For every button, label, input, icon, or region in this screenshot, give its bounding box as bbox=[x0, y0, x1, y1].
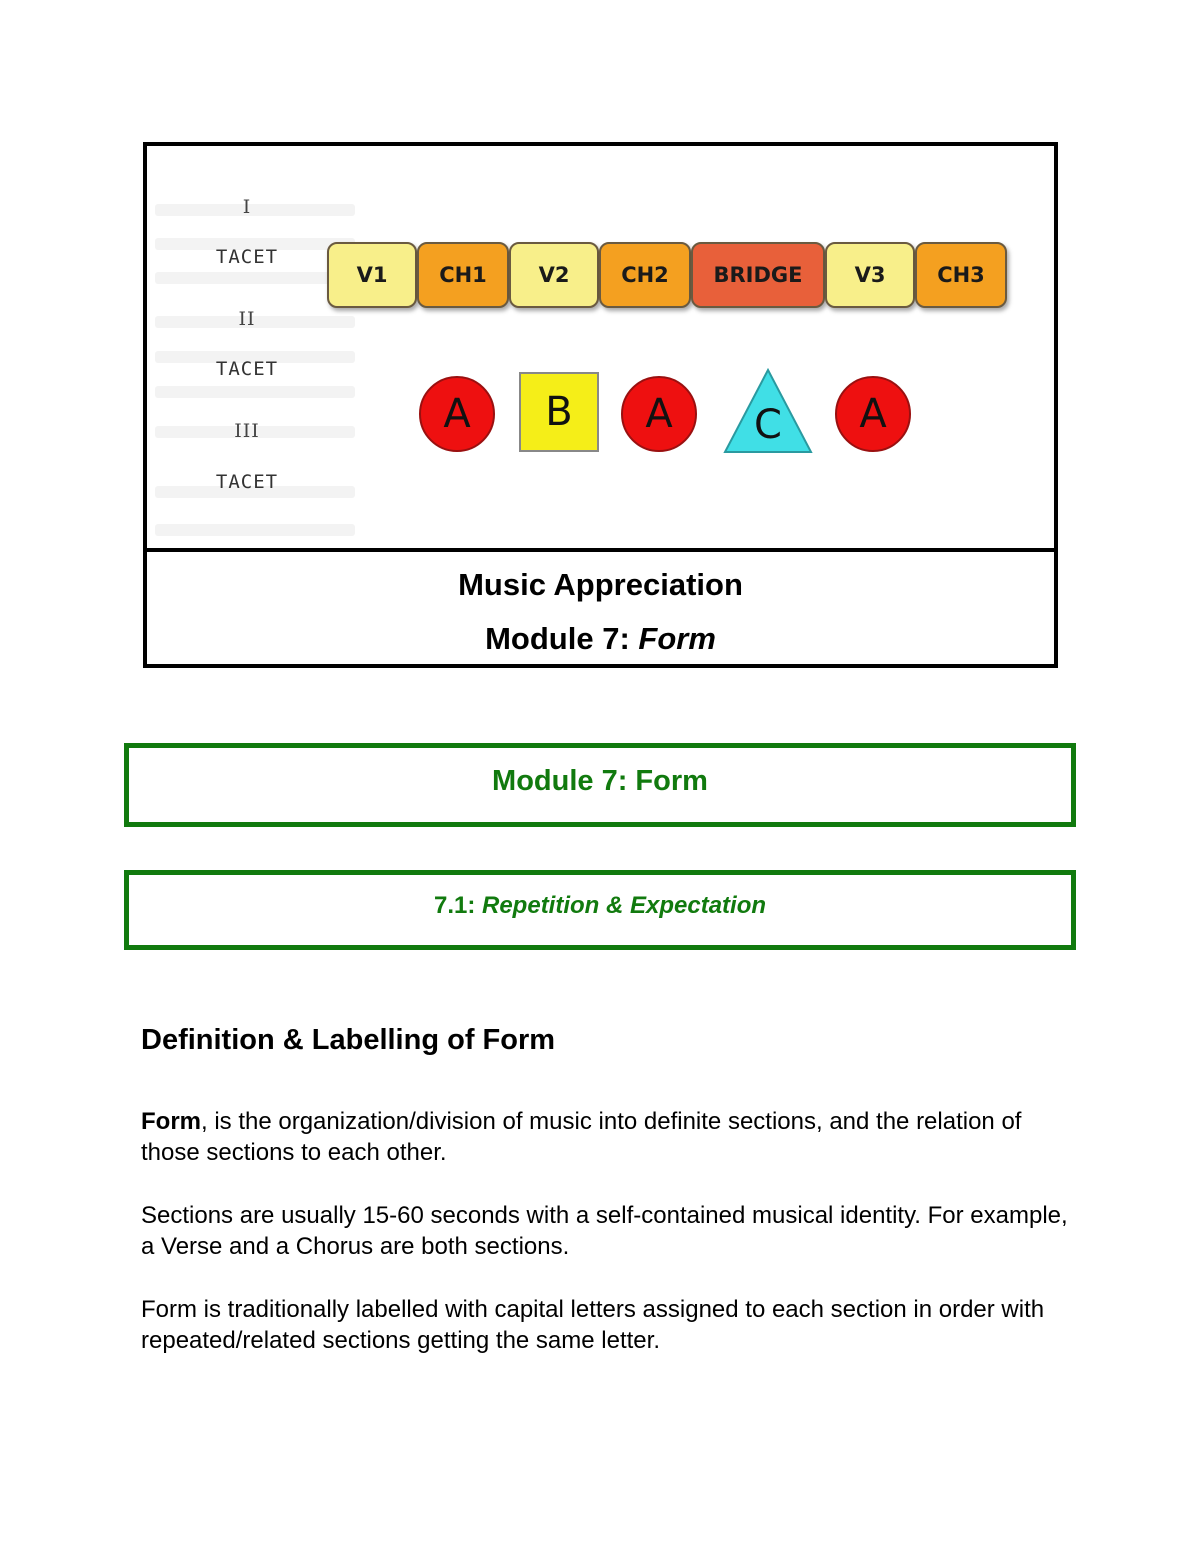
section-segment: CH2 bbox=[599, 242, 691, 308]
cover-caption bbox=[147, 548, 1054, 664]
score-tacet-label: TACET bbox=[215, 246, 279, 268]
section-number: 7.1: bbox=[433, 892, 476, 919]
section-segment: V1 bbox=[327, 242, 417, 308]
form-letter-circle: A bbox=[621, 376, 697, 452]
section-segment: CH3 bbox=[915, 242, 1007, 308]
score-tacet-label: TACET bbox=[215, 471, 279, 493]
module-heading: Module 7: Form bbox=[124, 743, 1076, 827]
cover-image bbox=[147, 146, 1054, 548]
cover-figure bbox=[143, 142, 1058, 668]
score-tacet-label: TACET bbox=[215, 358, 279, 380]
form-letter-circle: A bbox=[835, 376, 911, 452]
section-title: Repetition & Expectation bbox=[482, 892, 767, 919]
score-numeral: I bbox=[242, 196, 252, 218]
labelling-paragraph: Form is traditionally labelled with capital letters assigned to each section in order with repeated/related sections getting the same letter. bbox=[141, 1296, 1045, 1354]
body-content bbox=[141, 1020, 1071, 1388]
section-segment: BRIDGE bbox=[691, 242, 825, 308]
definition-paragraph: Form, is the organization/division of music into definite sections, and the relation of those sections to each other. bbox=[141, 1108, 1022, 1166]
form-letter-square: B bbox=[519, 372, 599, 452]
form-letter-circle: A bbox=[419, 376, 495, 452]
body-heading: Definition & Labelling of Form bbox=[141, 1024, 556, 1056]
score-numeral: II bbox=[238, 308, 256, 330]
score-numeral: III bbox=[234, 420, 260, 442]
section-segment: V2 bbox=[509, 242, 599, 308]
cover-title: Music Appreciation bbox=[458, 567, 743, 602]
section-heading bbox=[124, 870, 1076, 950]
score-fragment bbox=[147, 146, 367, 548]
section-segment: V3 bbox=[825, 242, 915, 308]
section-segment: CH1 bbox=[417, 242, 509, 308]
cover-subtitle: Module 7: Form bbox=[485, 621, 716, 656]
song-structure-bar bbox=[327, 242, 1007, 312]
sections-paragraph: Sections are usually 15-60 seconds with a self-contained musical identity. For example, a Verse and a Chorus are both sections. bbox=[141, 1202, 1068, 1260]
form-letter-triangle: C bbox=[723, 368, 813, 454]
